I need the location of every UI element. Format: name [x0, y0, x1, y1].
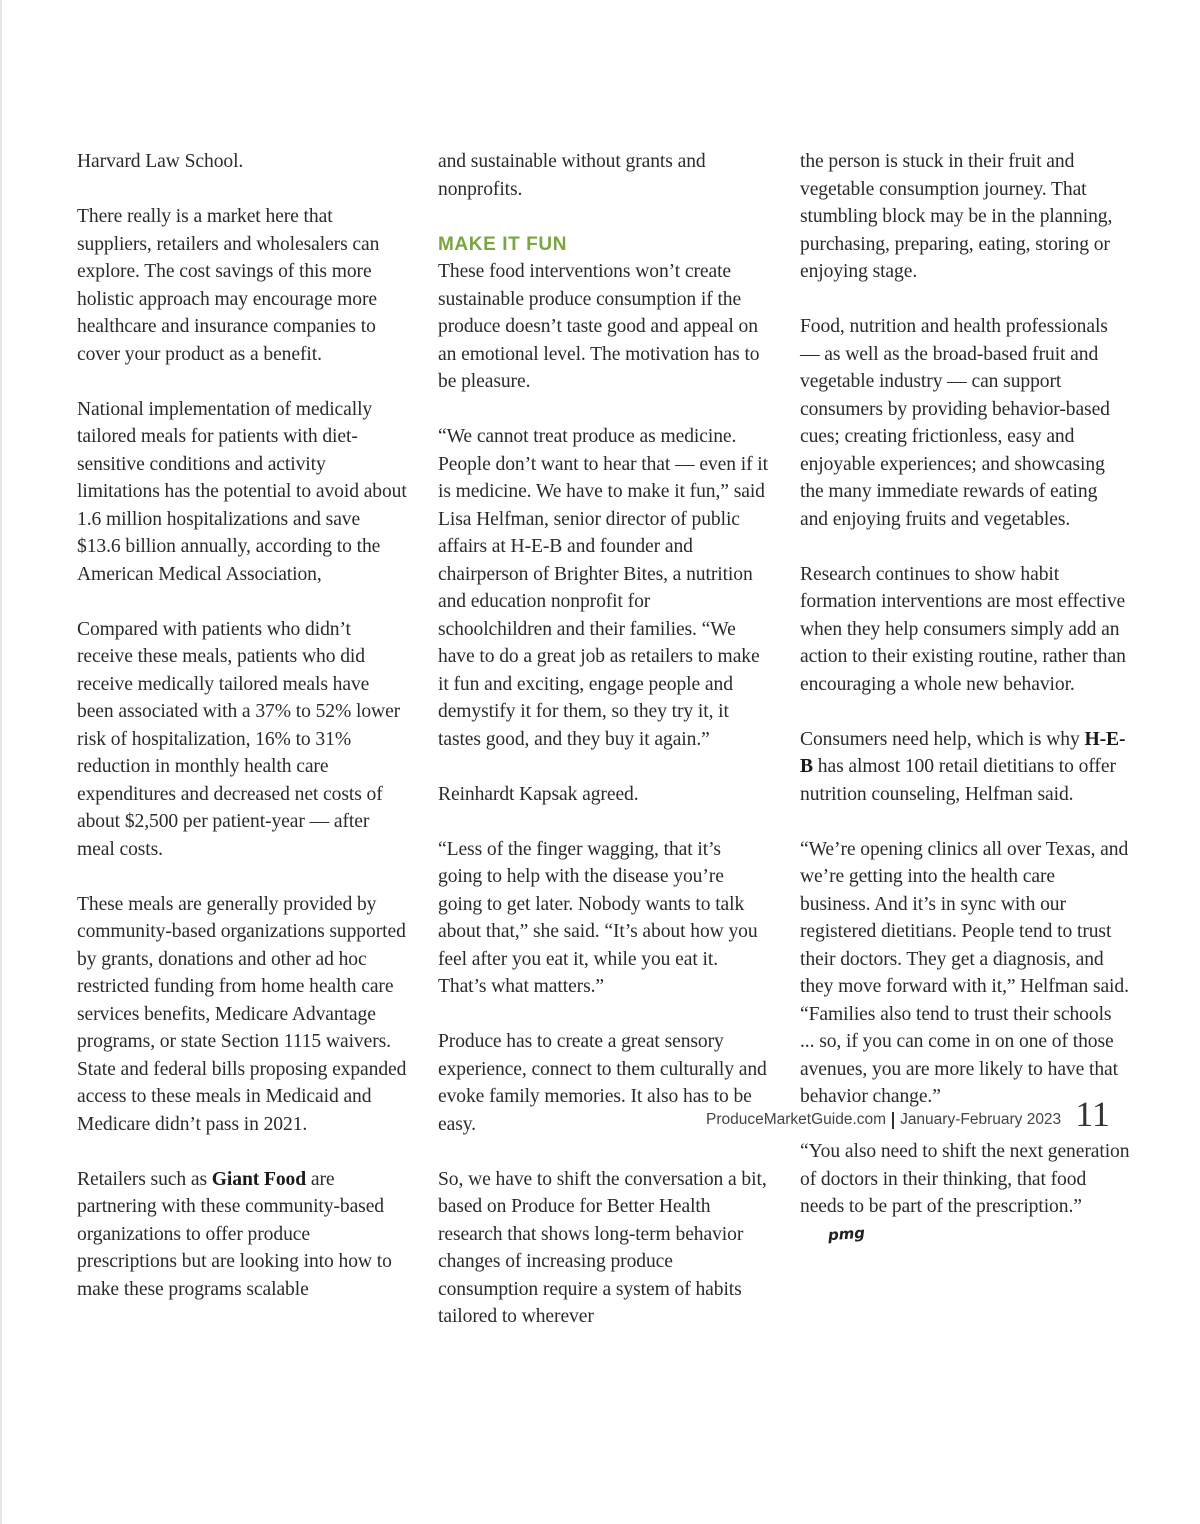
footer-site[interactable]: ProduceMarketGuide.com — [706, 1111, 887, 1128]
page-edge — [0, 0, 2, 1524]
paragraph: “We cannot treat produce as medicine. People don’t want to hear that — even if it is medicine. We have to make it fun,” said Lisa Helfman, senior director of public affairs at H-E-B and founder and chairperson of Brighter Bites, a nutrition and education nonprofit for schoolchildren and their families. “We have to do a great job as retailers to make it fun and exciting, engage people and demystify it for them, so they try it, it tastes good, and they buy it again.” — [438, 426, 768, 750]
company-name-bold: H-E-B — [800, 728, 1126, 777]
footer-issue-date: January-February 2023 — [900, 1111, 1062, 1128]
text-run: are partnering with these community-based organizations to offer produce prescriptions but are looking into how to make these programs scalable — [77, 1168, 392, 1300]
paragraph: Research continues to show habit formation interventions are most effective when they help consumers simply add an action to their existing routine, rather than encouraging a whole new behavior. — [800, 563, 1126, 695]
paragraph: Compared with patients who didn’t receive these meals, patients who did receive medically tailored meals have been associated with a 37% to 52% lower risk of hospitalization, 16% to 31% reduction in monthly health care expenditures and decreased net costs of about $2,500 per patient-year — after meal costs. — [77, 618, 401, 860]
paragraph — [800, 1138, 1130, 1249]
paragraph: National implementation of medically tailored meals for patients with diet-sensitive conditions and activity limitations has the potential to avoid about 1.6 million hospitalizations and save $13.6 billion annually, according to the American Medical Association, — [77, 398, 407, 585]
paragraph — [77, 1166, 407, 1304]
text-run: “You also need to shift the next generation of doctors in their thinking, that food needs to be part of the prescription.” — [800, 1141, 1130, 1217]
paragraph: “Less of the finger wagging, that it’s going to help with the disease you’re going to get later. Nobody wants to talk about that,” she said. “It’s about how you feel after you eat it, while you eat it. That’s what matters.” — [438, 838, 758, 997]
text-run: Retailers such as — [77, 1168, 212, 1190]
page-footer — [706, 1092, 1110, 1132]
page-number: 11 — [1075, 1094, 1110, 1134]
pmg-signature-mark: pmg — [827, 1223, 866, 1245]
text-run: Consumers need help, which is why — [800, 728, 1085, 750]
paragraph: There really is a market here that suppliers, retailers and wholesalers can explore. The cost savings of this more holistic approach may encourage more healthcare and insurance companies to cover your product as a benefit. — [77, 206, 380, 365]
paragraph: These meals are generally provided by community-based organizations supported by grants, donations and other ad hoc restricted funding from home health care services benefits, Medicare Advantage programs, or state Section 1115 waivers. State and federal bills proposing expanded access to these meals in Medicaid and Medicare didn’t pass in 2021. — [77, 893, 407, 1135]
paragraph: Produce has to create a great sensory experience, connect to them culturally and evoke family memories. It also has to be easy. — [438, 1031, 767, 1135]
paragraph — [800, 726, 1130, 809]
paragraph: Food, nutrition and health professionals — as well as the broad-based fruit and vegetable industry — can support consumers by providing behavior-based cues; creating frictionless, easy and enjoyable experiences; and showcasing the many immediate rewards of eating and enjoying fruits and vegetables. — [800, 316, 1110, 530]
footer-divider — [892, 1112, 894, 1129]
column-2 — [438, 148, 768, 1358]
text-run: has almost 100 retail dietitians to offer nutrition counseling, Helfman said. — [800, 756, 1116, 805]
paragraph: “We’re opening clinics all over Texas, and we’re getting into the health care business. And it’s in sync with our registered dietitians. People tend to trust their doctors. They get a diagnosis, and they move forward with it,” Helfman said. “Families also tend to trust their schools ... so, if you can come in on one of those avenues, you are more likely to have that behavior change.” — [800, 838, 1129, 1107]
paragraph: Reinhardt Kapsak agreed. — [438, 783, 639, 805]
paragraph: Harvard Law School. — [77, 151, 244, 172]
paragraph: So, we have to shift the conversation a bit, based on Produce for Better Health research that shows long-term behavior changes of increasing produce consumption require a system of habits tailored to wherever — [438, 1168, 767, 1327]
paragraph: These food interventions won’t create sustainable produce consumption if the produce doesn’t taste good and appeal on an emotional level. The motivation has to be pleasure. — [438, 261, 760, 392]
company-name-bold: Giant Food — [211, 1168, 307, 1190]
paragraph: and sustainable without grants and nonprofits. — [438, 151, 706, 200]
section-subhead: MAKE IT FUN — [438, 233, 568, 255]
paragraph: the person is stuck in their fruit and vegetable consumption journey. That stumbling block may be in the planning, purchasing, preparing, eating, storing or enjoying stage. — [800, 151, 1113, 282]
column-1 — [77, 148, 407, 1331]
